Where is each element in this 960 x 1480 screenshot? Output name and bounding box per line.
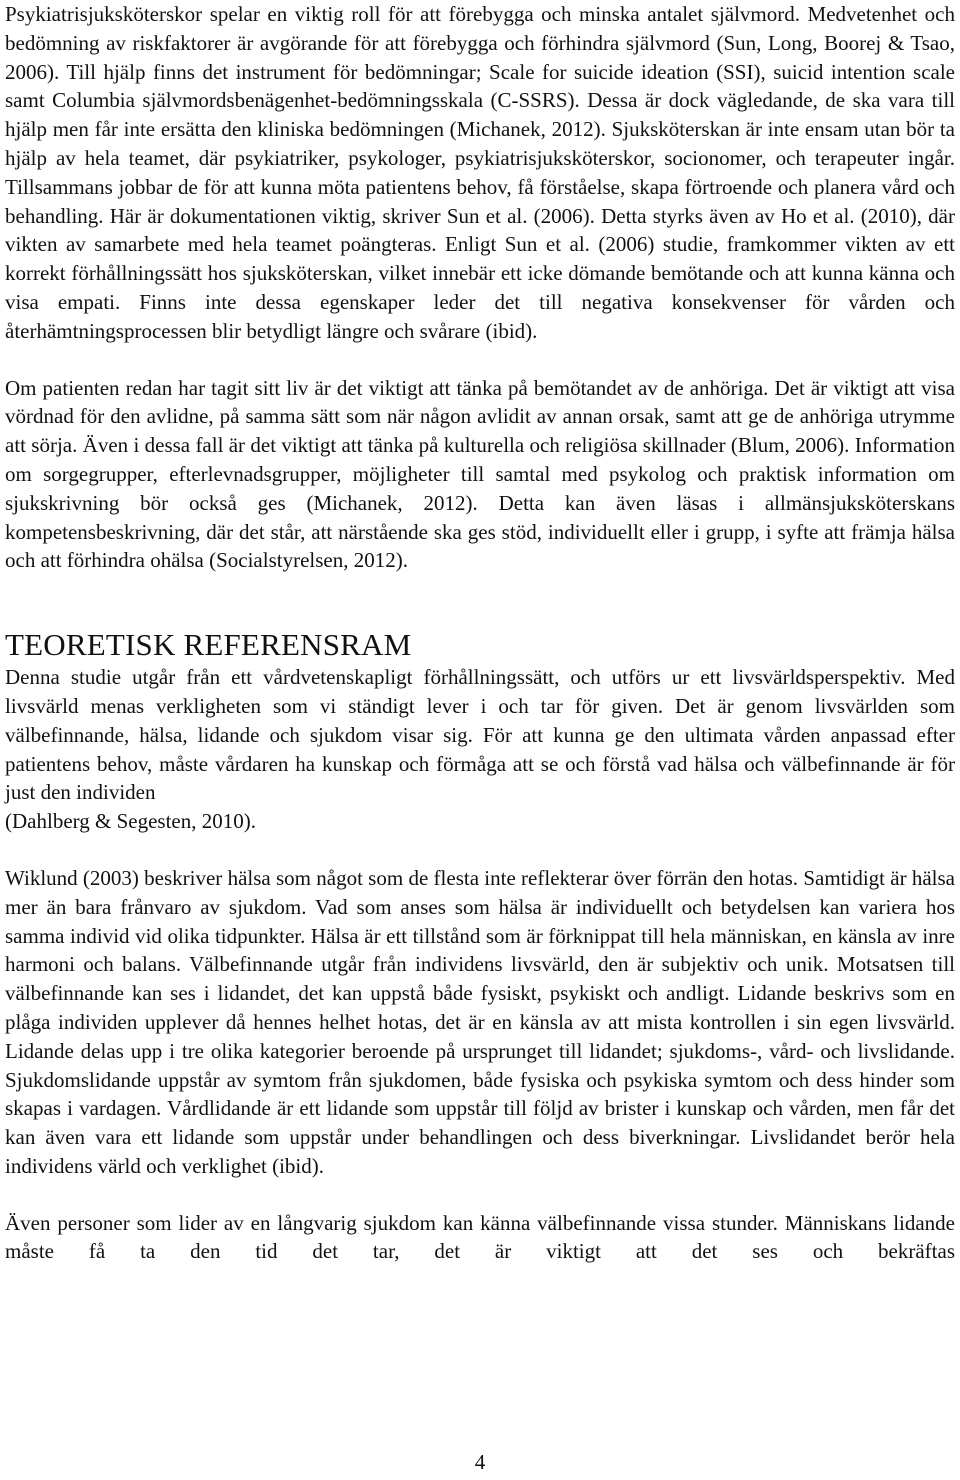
body-paragraph: Wiklund (2003) beskriver hälsa som något som de flesta inte reflekterar över förrän den hotas. Samtidigt är hälsa mer än bara frånvaro av sjukdom. Vad som anses som hälsa är individuellt och betydelsen kan variera hos samma individ vid olika tidpunkter. Hälsa är ett tillstånd som är förknippat till hela människan, en känsla av inre harmoni och balans. Välbefinnande utgår från individens livsvärld, den är subjektiv och unik. Motsatsen till välbefinnande kan ses i lidandet, det kan uppstå både fysiskt, psykiskt och andligt. Lidande beskrivs som en plåga individen upplever då hennes helhet hotas, det är en känsla av att mista kontrollen i sin egen livsvärld. Lidande delas upp i tre olika kategorier beroende på ursprunget till lidandet; sjukdoms-, vård- och livslidande. Sjukdomslidande uppstår av symtom från sjukdomen, både fysiska och psykiska symtom och dess hinder som skapas i vardagen. Vårdlidande är ett lidande som uppstår till följd av brister i kunskap och vården, men får det kan även vara ett lidande som uppstår under behandlingen och dess biverkningar. Livslidandet berör hela individens värld och verklighet (ibid). [5,865,955,1178]
section-heading: TEORETISK REFERENSRAM [5,627,412,663]
citation-line: (Dahlberg & Segesten, 2010). [5,809,256,834]
body-paragraph: Psykiatrisjuksköterskor spelar en viktig roll för att förebygga och minska antalet självmord. Medvetenhet och bedömning av riskfaktorer är avgörande för att förebygga och förhindra självmord (Sun, Long, Boorej & Tsao, 2006). Till hjälp finns det instrument för bedömningar; Scale for suicide ideation (SSI), suicid intention scale samt Columbia självmordsbenägenhet-bedömningsskala (C-SSRS). Dessa är dock vägledande, de ska vara till hjälp men får inte ersätta den kliniska bedömningen (Michanek, 2012). Sjuksköterskan är inte ensam utan bör ta hjälp av hela teamet, där psykiatriker, psykologer, psykiatrisjuksköterskor, socionomer, och terapeuter ingår. Tillsammans jobbar de för att kunna möta patientens behov, få förståelse, skapa förtroende och planera vård och behandling. Här är dokumentationen viktig, skriver Sun et al. (2006). Detta styrks även av Ho et al. (2010), där vikten av samarbete med hela teamet poängteras. Enligt Sun et al. (2006) studie, framkommer vikten av ett korrekt förhållningssätt hos sjuksköterskan, vilket innebär ett icke dömande bemötande och att kunna känna och visa empati. Finns inte dessa egenskaper leder det till negativa konsekvenser för vården och återhämtningsprocessen blir betydligt längre och svårare (ibid). [5,2,955,343]
body-paragraph: Även personer som lider av en långvarig sjukdom kan känna välbefinnande vissa stunder. Människans lidande måste få ta den tid det tar, det är viktigt att det ses och bekräftas [5,1210,955,1264]
body-paragraph: Denna studie utgår från ett vårdvetenskapligt förhållningssätt, och utförs ur ett livsvärldsperspektiv. Med livsvärld menas verkligheten som vi ständigt lever i och tar för given. Det är genom livsvärlden som välbefinnande, hälsa, lidande och sjukdom visar sig. För att kunna ge den ultimata vården anpassad efter patientens behov, måste vårdaren ha kunskap och förmåga att se och förstå vad hälsa och välbefinnande är för just den individen [5,665,955,805]
body-paragraph: Om patienten redan har tagit sitt liv är det viktigt att tänka på bemötandet av de anhöriga. Det är viktigt att visa vördnad för den avlidne, på samma sätt som när någon avlidit av annan orsak, samt att ge de anhöriga utrymme att sörja. Även i dessa fall är det viktigt att tänka på kulturella och religiösa skillnader (Blum, 2006). Information om sorgegrupper, efterlevnadsgrupper, möjligheter till samtal med psykolog och praktisk information om sjukskrivning bör också ges (Michanek, 2012). Detta kan även läsas i allmänsjuksköterskans kompetensbeskrivning, där det står, att närstående ska ges stöd, individuellt eller i grupp, i syfte att främja hälsa och att förhindra ohälsa (Socialstyrelsen, 2012). [5,375,955,573]
document-page [5,0,955,1266]
page-number: 4 [474,1450,486,1474]
